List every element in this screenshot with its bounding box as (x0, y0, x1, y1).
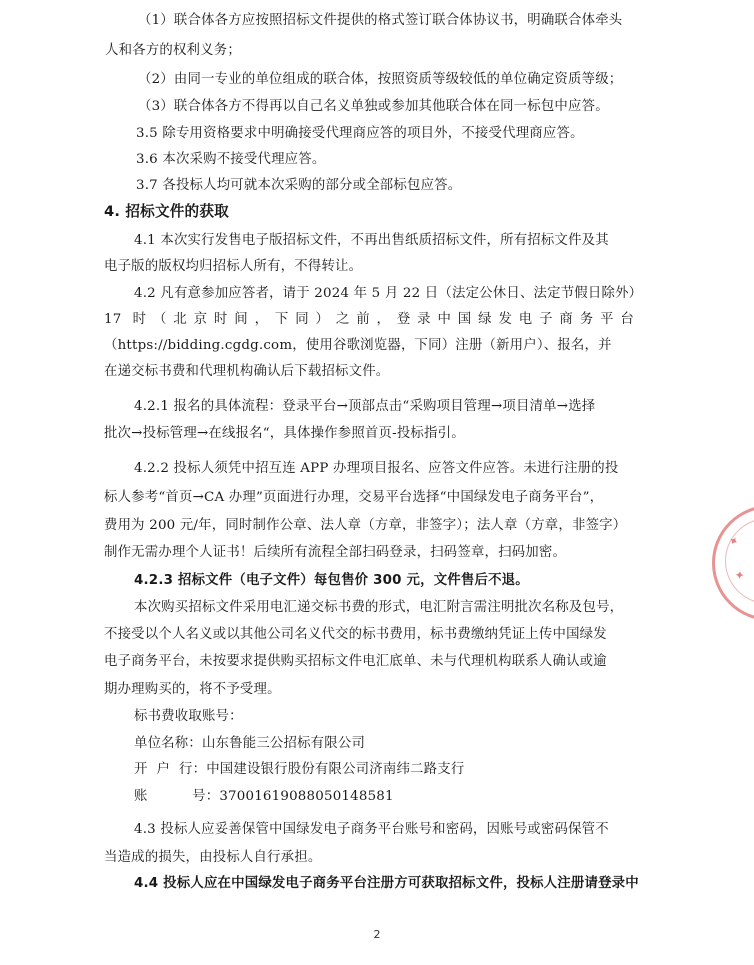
text-line: 标书费收取账号： (134, 709, 243, 724)
text-line: 4.1 本次实行发售电子版招标文件，不再出售纸质招标文件，所有招标文件及其 (134, 233, 609, 248)
text-line: 4.2.1 报名的具体流程：登录平台→顶部点击“采购项目管理→项目清单→选择 (134, 399, 596, 414)
text-line: 标人参考“首页→CA 办理”页面进行办理，交易平台选择“中国绿发电子商务平台”， (104, 490, 604, 505)
emphasis-line: 4.2.3 招标文件（电子文件）每包售价 300 元，文件售后不退。 (134, 573, 529, 588)
text-line: 4.3 投标人应妥善保管中国绿发电子商务平台账号和密码，因账号或密码保管不 (134, 822, 609, 837)
text-line: 不接受以个人名义或以其他公司名义代交的标书费用，标书费缴纳凭证上传中国绿发 (104, 627, 607, 642)
text-line: 费用为 200 元/年，同时制作公章、法人章（方章，非签字）；法人章（方章，非签字） (104, 518, 627, 533)
seal-mark: ✦ (732, 569, 748, 581)
red-seal-stamp (712, 505, 754, 621)
text-line: 当造成的损失，由投标人自行承担。 (104, 850, 322, 865)
seal-mark: ✦ (725, 533, 743, 549)
text-line: 17 时（北京时间，下同）之前，登录中国绿发电子商务平台 (104, 312, 634, 327)
page-number: 2 (373, 928, 381, 941)
text-line: 批次→投标管理→在线报名“，具体操作参照首页-投标指引。 (104, 426, 465, 441)
text-line: （2）由同一专业的单位组成的联合体，按照资质等级较低的单位确定资质等级； (138, 72, 623, 87)
text-line: 本次购买招标文件采用电汇递交标书费的形式，电汇附言需注明批次名称及包号， (134, 600, 624, 615)
emphasis-line: 4.4 投标人应在中国绿发电子商务平台注册方可获取招标文件，投标人注册请登录中 (134, 876, 639, 891)
text-line: （https://bidding.cgdg.com，使用谷歌浏览器，下同）注册（新用户）、报名，并 (104, 338, 612, 353)
text-line: 电子商务平台，未按要求提供购买招标文件电汇底单、未与代理机构联系人确认或逾 (104, 654, 607, 669)
text-line: 3.5 除专用资格要求中明确接受代理商应答的项目外，不接受代理商应答。 (136, 126, 584, 141)
seal-inner-ring (725, 518, 754, 604)
text-line: 制作无需办理个人证书！后续所有流程全部扫码登录，扫码签章，扫码加密。 (104, 545, 567, 560)
text-line: 电子版的版权均归招标人所有，不得转让。 (104, 259, 363, 274)
text-line: 4.2 凡有意参加应答者，请于 2024 年 5 月 22 日（法定公休日、法定节假日除外） (134, 286, 643, 301)
text-line: 期办理购买的，将不予受理。 (104, 682, 281, 697)
text-line: 账 号：37001619088050148581 (134, 789, 394, 804)
text-line: （3）联合体各方不得再以自己名义单独或参加其他联合体在同一标包中应答。 (138, 99, 609, 114)
text-line: 开 户 行：中国建设银行股份有限公司济南纬二路支行 (134, 762, 465, 777)
text-line: （1）联合体各方应按照招标文件提供的格式签订联合体协议书，明确联合体牵头 (138, 13, 623, 28)
text-line: 人和各方的权利义务； (105, 43, 241, 58)
text-line: 单位名称：山东鲁能三公招标有限公司 (134, 736, 366, 751)
text-line: 4.2.2 投标人须凭中招互连 APP 办理项目报名、应答文件应答。未进行注册的投 (134, 461, 619, 476)
text-line: 3.7 各投标人均可就本次采购的部分或全部标包应答。 (136, 178, 462, 193)
text-line: 3.6 本次采购不接受代理应答。 (136, 152, 326, 167)
text-line: 在递交标书费和代理机构确认后下载招标文件。 (104, 364, 390, 379)
section-heading: 4. 招标文件的获取 (104, 203, 229, 220)
